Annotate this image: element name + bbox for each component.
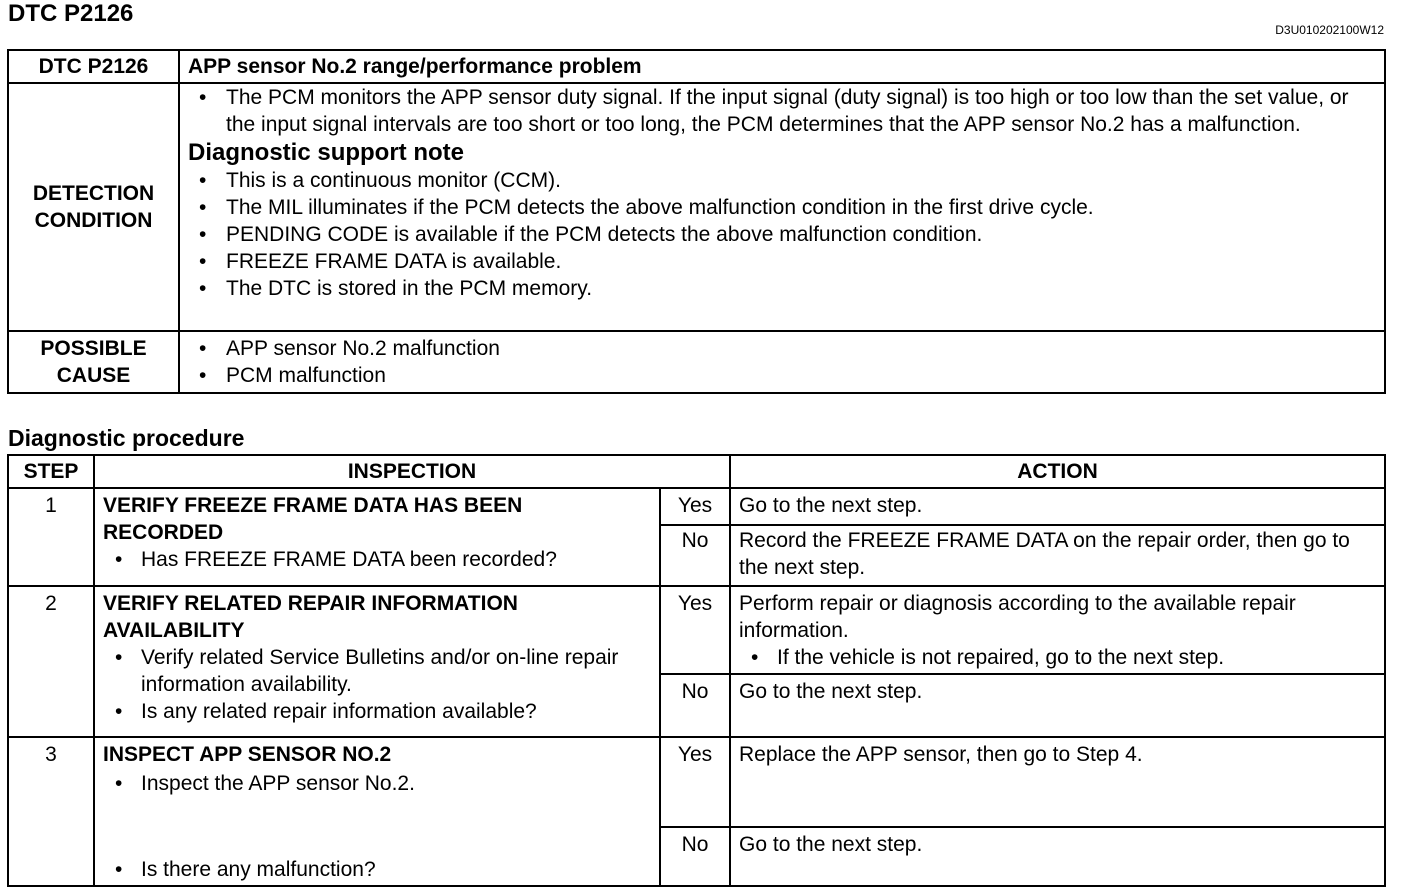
no-action: Go to the next step. <box>730 827 1385 886</box>
no-label: No <box>660 827 730 886</box>
step-number: 3 <box>8 737 94 886</box>
step-number: 1 <box>8 488 94 586</box>
dtc-row <box>8 50 1385 83</box>
diagnostic-procedure-table <box>7 454 1386 887</box>
inspection-list <box>103 644 659 725</box>
list-item: • Has FREEZE FRAME DATA been recorded? <box>103 546 659 573</box>
yes-label: Yes <box>660 586 730 674</box>
page-title: DTC P2126 <box>8 0 134 27</box>
inspection-list-question <box>103 856 376 883</box>
yes-action: Go to the next step. <box>730 488 1385 525</box>
list-item: • PCM malfunction <box>188 362 1384 389</box>
inspection-cell <box>94 586 660 737</box>
list-item: • APP sensor No.2 malfunction <box>188 335 1384 362</box>
support-note-list <box>188 167 1384 302</box>
list-item: • PENDING CODE is available if the PCM detects the above malfunction condition. <box>188 221 1384 248</box>
table-row <box>8 737 1385 827</box>
possible-cause-row <box>8 331 1385 393</box>
list-item: • FREEZE FRAME DATA is available. <box>188 248 1384 275</box>
list-item: • Verify related Service Bulletins and/or on-line repair information availability. <box>103 644 649 698</box>
step-number: 2 <box>8 586 94 737</box>
no-action: Record the FREEZE FRAME DATA on the repair order, then go to the next step. <box>730 525 1385 586</box>
inspection-title: VERIFY RELATED REPAIR INFORMATION AVAILABILITY <box>103 592 518 642</box>
list-item: • Inspect the APP sensor No.2. <box>103 770 659 797</box>
inspection-list <box>103 770 659 797</box>
yes-action: Perform repair or diagnosis according to the available repair information. <box>739 592 1296 642</box>
possible-cause-list <box>188 335 1384 389</box>
possible-cause-label: POSSIBLE CAUSE <box>8 331 179 393</box>
list-item: • Is there any malfunction? <box>103 856 376 883</box>
possible-cause-content <box>179 331 1385 393</box>
dtc-description-cell: APP sensor No.2 range/performance problem <box>179 50 1385 83</box>
yes-action: Replace the APP sensor, then go to Step 4. <box>730 737 1385 827</box>
dtc-code-cell: DTC P2126 <box>8 50 179 83</box>
dtc-info-table <box>7 49 1386 394</box>
detection-condition-row <box>8 83 1385 331</box>
inspection-list <box>103 546 659 573</box>
table-row <box>8 488 1385 525</box>
detection-condition-content <box>179 83 1385 331</box>
table-row <box>8 586 1385 674</box>
no-label: No <box>660 674 730 737</box>
no-action: Go to the next step. <box>730 674 1385 737</box>
detection-text: • The PCM monitors the APP sensor duty signal. If the input signal (duty signal) is too high or too low than the set value, or the input signal intervals are too short or too long, the PCM determines that the APP sensor No.2 has a malfunction. <box>188 84 1370 138</box>
list-item: • This is a continuous monitor (CCM). <box>188 167 1384 194</box>
step-column-header: STEP <box>8 455 94 488</box>
list-item: • The MIL illuminates if the PCM detects the above malfunction condition in the first drive cycle. <box>188 194 1384 221</box>
inspection-column-header: INSPECTION <box>94 455 730 488</box>
no-label: No <box>660 525 730 586</box>
yes-action-list <box>739 644 1344 671</box>
section-heading: Diagnostic procedure <box>8 425 245 451</box>
inspection-title: INSPECT APP SENSOR NO.2 <box>103 743 392 766</box>
table-header-row <box>8 455 1385 488</box>
yes-label: Yes <box>660 737 730 827</box>
action-column-header: ACTION <box>730 455 1385 488</box>
detection-condition-label: DETECTION CONDITION <box>8 83 179 331</box>
inspection-cell <box>94 488 660 586</box>
list-item: • Is any related repair information available? <box>103 698 649 725</box>
yes-action-cell <box>730 586 1385 674</box>
list-item: • If the vehicle is not repaired, go to the next step. <box>739 644 1344 671</box>
document-id: D3U010202100W12 <box>1275 23 1384 37</box>
inspection-cell <box>94 737 660 886</box>
inspection-title: VERIFY FREEZE FRAME DATA HAS BEEN RECORDED <box>103 494 523 544</box>
support-note-heading: Diagnostic support note <box>188 139 464 166</box>
yes-label: Yes <box>660 488 730 525</box>
list-item: • The DTC is stored in the PCM memory. <box>188 275 1384 302</box>
